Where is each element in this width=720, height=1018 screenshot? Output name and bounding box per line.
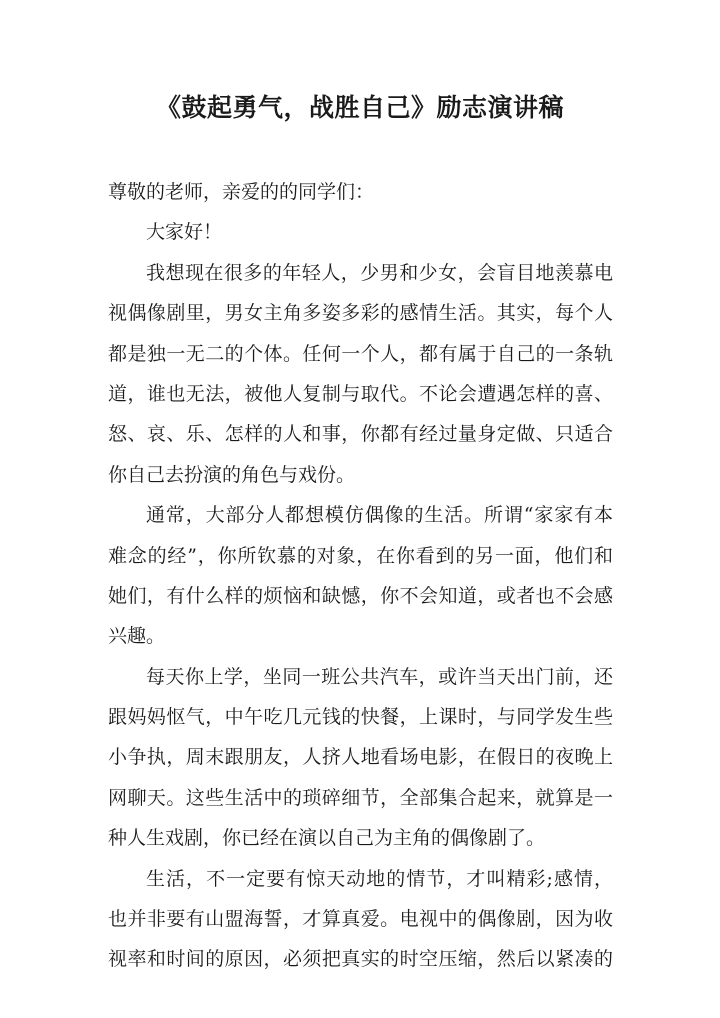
paragraph-line: 我想现在很多的年轻人，少男和少女，会盲目地羡慕电 bbox=[146, 261, 613, 284]
paragraph-line: 也并非要有山盟海誓，才算真爱。电视中的偶像剧，因为收 bbox=[108, 908, 613, 931]
paragraph-line: 道，谁也无法，被他人复制与取代。不论会遭遇怎样的喜、 bbox=[108, 382, 613, 405]
paragraph-line: 视偶像剧里，男女主角多姿多彩的感情生活。其实，每个人 bbox=[108, 302, 613, 325]
paragraph-line: 难念的经”，你所钦慕的对象，在你看到的另一面，他们和 bbox=[108, 544, 613, 567]
paragraph-line: 怒、哀、乐、怎样的人和事，你都有经过量身定做、只适合 bbox=[108, 423, 613, 446]
document-title: 《鼓起勇气，战胜自己》励志演讲稿 bbox=[155, 93, 564, 122]
paragraph-line: 种人生戏剧，你已经在演以自己为主角的偶像剧了。 bbox=[108, 827, 546, 850]
paragraph-line: 兴趣。 bbox=[108, 625, 166, 648]
document-body bbox=[108, 172, 613, 980]
paragraph-line: 网聊天。这些生活中的琐碎细节，全部集合起来，就算是一 bbox=[108, 786, 613, 809]
paragraph-3 bbox=[108, 657, 613, 859]
paragraph-line: 通常，大部分人都想模仿偶像的生活。所谓“家家有本 bbox=[146, 504, 613, 527]
paragraph-line: 跟妈妈怄气，中午吃几元钱的快餐，上课时，与同学发生些 bbox=[108, 706, 613, 729]
salutation-line: 尊敬的老师，亲爱的的同学们： bbox=[108, 181, 375, 203]
paragraph-line: 都是独一无二的个体。任何一个人，都有属于自己的一条轨 bbox=[108, 342, 613, 365]
paragraph-1 bbox=[108, 253, 613, 495]
paragraph-line: 生活，不一定要有惊天动地的情节，才叫精彩;感情， bbox=[146, 867, 613, 890]
paragraph-line: 你自己去扮演的角色与戏份。 bbox=[108, 463, 356, 486]
paragraph-2 bbox=[108, 495, 613, 657]
greeting-line: 大家好！ bbox=[146, 221, 223, 244]
paragraph-line: 每天你上学，坐同一班公共汽车，或许当天出门前，还 bbox=[146, 665, 613, 688]
paragraph-line: 视率和时间的原因，必须把真实的时空压缩，然后以紧凑的 bbox=[108, 948, 613, 971]
paragraph-4 bbox=[108, 859, 613, 980]
paragraph-line: 她们，有什么样的烦恼和缺憾，你不会知道，或者也不会感 bbox=[108, 584, 613, 607]
paragraph-line: 小争执，周末跟朋友，人挤人地看场电影，在假日的夜晚上 bbox=[108, 746, 613, 769]
